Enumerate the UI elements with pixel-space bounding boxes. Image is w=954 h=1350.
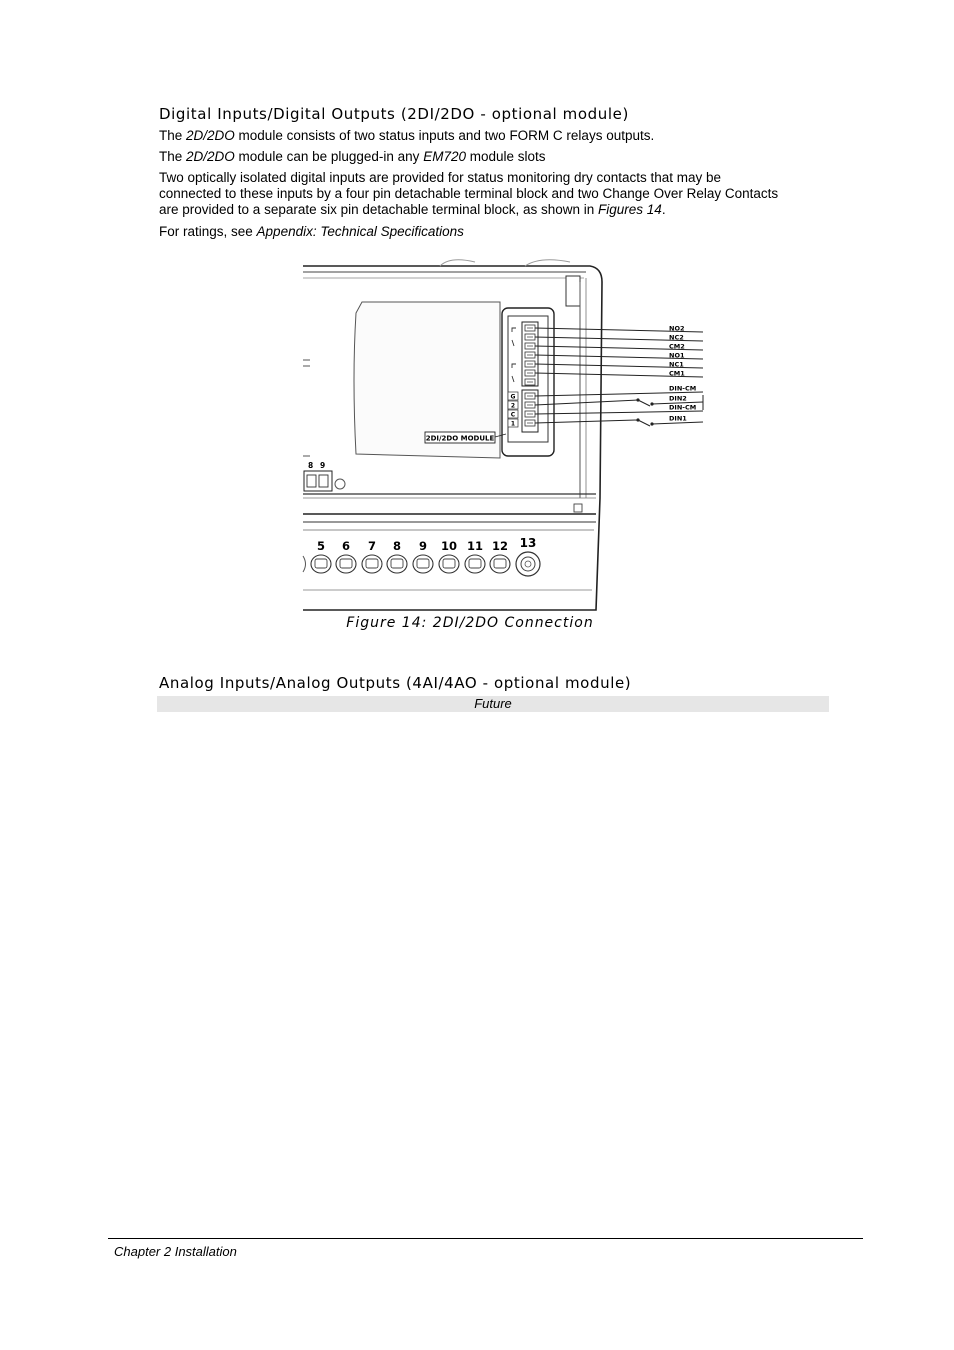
- terminal-number-9: 9: [418, 539, 428, 553]
- terminal-pins: [525, 325, 535, 426]
- wire-label-7: DIN2: [669, 394, 687, 403]
- footer-divider: [108, 1238, 863, 1239]
- switch-din2: [636, 398, 653, 406]
- wire-label-8: DIN-CM: [669, 403, 697, 412]
- wire-label-1: NC2: [669, 333, 684, 342]
- terminal-number-12: 12: [491, 539, 509, 553]
- appendix-reference: Appendix: Technical Specifications: [256, 224, 464, 239]
- figure-caption: Figure 14: 2DI/2DO Connection: [346, 615, 594, 631]
- terminal-number-13: 13: [519, 536, 537, 550]
- wire-label-0: NO2: [669, 324, 685, 333]
- grounding-screw: [335, 479, 345, 489]
- left-terminal-8: 8: [308, 461, 314, 470]
- wire-label-3: NO1: [669, 351, 685, 360]
- terminal-number-7: 7: [367, 539, 377, 553]
- block-label-1: 2: [510, 402, 516, 410]
- terminal-number-10: 10: [440, 539, 458, 553]
- wire-labels: [669, 325, 696, 423]
- paragraph-ratings: For ratings, see Appendix: Technical Specifications: [159, 224, 464, 239]
- block-label-2: C: [510, 411, 516, 419]
- paragraph-module-description: The 2D/2DO module consists of two status inputs and two FORM C relays outputs.: [159, 128, 655, 143]
- terminal-number-5: 5: [316, 539, 326, 553]
- figure-reference-link: Figures 14: [598, 202, 662, 217]
- wire-label-4: NC1: [669, 360, 684, 369]
- section-heading-4ai4ao: Analog Inputs/Analog Outputs (4AI/4AO - optional module): [159, 674, 632, 692]
- terminal-number-11: 11: [466, 539, 484, 553]
- wire-label-6: DIN-CM: [669, 384, 697, 393]
- left-terminal-9: 9: [320, 461, 326, 470]
- figure-2di2do-connection: [300, 258, 710, 614]
- paragraph-module-slots: The 2D/2DO module can be plugged-in any EM720 module slots: [159, 149, 546, 164]
- terminal-number-8: 8: [392, 539, 402, 553]
- terminal-number-6: 6: [341, 539, 351, 553]
- future-placeholder-bar: Future: [157, 696, 829, 712]
- footer-chapter-label: Chapter 2 Installation: [114, 1244, 237, 1259]
- clip-part: [566, 276, 580, 306]
- paragraph-inputs-description: Two optically isolated digital inputs are provided for status monitoring dry contacts that may be connected to these inputs by a four pin detachable terminal block and two Change Over Relay Contacts are provided to a separate six pin detachable terminal block, as shown in Figures 14.: [159, 170, 779, 217]
- wire-label-2: CM2: [669, 342, 685, 351]
- block-label-3: 1: [510, 420, 516, 428]
- section-heading-2di2do: Digital Inputs/Digital Outputs (2DI/2DO - optional module): [159, 105, 629, 123]
- module-label: 2DI/2DO MODULE: [425, 434, 495, 443]
- terminal-block-labels: [508, 392, 518, 428]
- switch-din1: [636, 418, 653, 426]
- bottom-terminals: [303, 536, 540, 576]
- wire-label-5: CM1: [669, 369, 685, 378]
- block-label-0: G: [510, 393, 516, 401]
- wire-label-9: DIN1: [669, 414, 687, 423]
